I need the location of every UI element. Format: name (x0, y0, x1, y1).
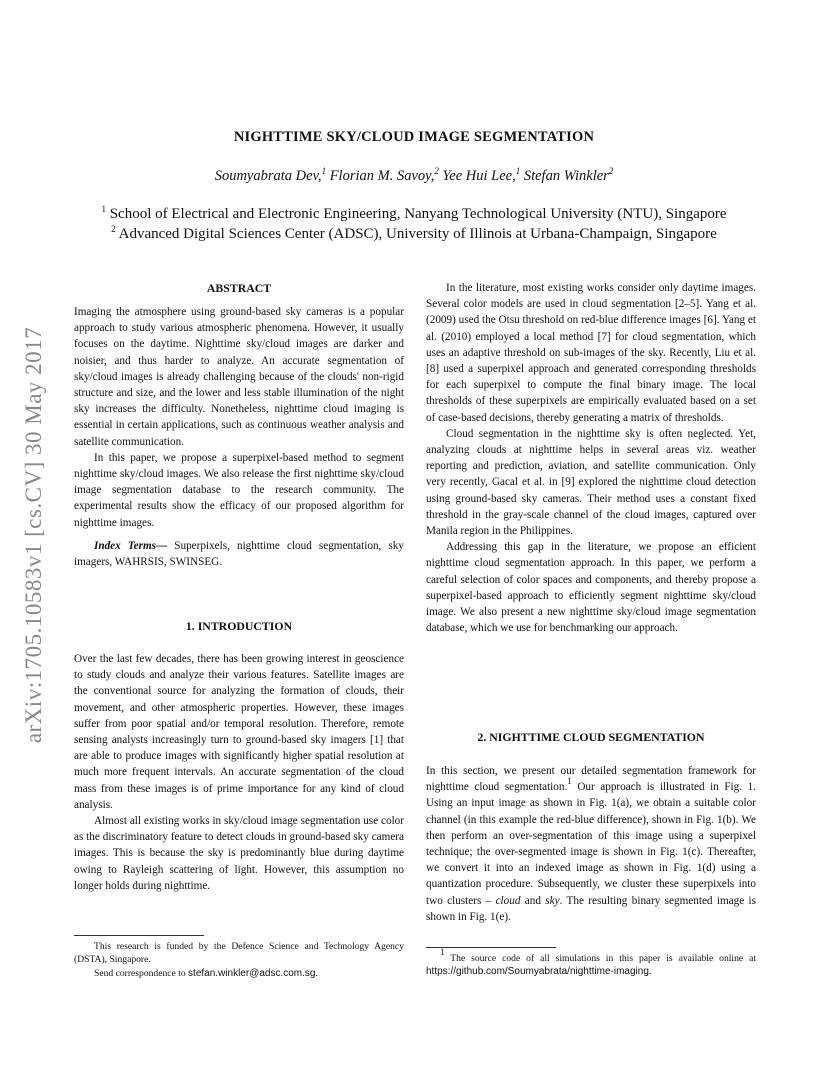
nighttime-paragraph: Cloud segmentation in the nighttime sky is often neglected. Yet, analyzing clouds at nighttime helps in several areas viz. weather reporting and prediction, aviation, and satellite communication. Only very recently, Gacal et al. in [9] explored the nighttime cloud detection using ground-based sky cameras. Their method uses a constant fixed threshold in the gray-scale channel of the cloud images, captured over Manila region in the Philippines. (426, 427, 756, 538)
method-paragraph (426, 763, 756, 925)
method-text: In this section, we present our detailed segmentation framework for nighttime cloud segmentation. (426, 765, 756, 794)
source-code-note (426, 947, 756, 979)
correspondence-text: Send correspondence to (94, 967, 189, 979)
correspondence-end: . (315, 967, 318, 979)
affiliation-1 (0, 206, 828, 223)
correspondence-note (74, 967, 404, 980)
right-column-body (426, 280, 756, 636)
index-terms (74, 538, 404, 570)
author-affiliation-mark: 1 (321, 166, 327, 176)
arxiv-identifier: arXiv:1705.10583v1 [cs.CV] 30 May 2017 (21, 326, 46, 744)
abstract-heading: ABSTRACT (206, 281, 272, 295)
paper-title: NIGHTTIME SKY/CLOUD IMAGE SEGMENTATION (233, 129, 595, 145)
author-name: Soumyabrata Dev, (214, 168, 322, 184)
author-affiliation-mark: 1 (515, 166, 521, 176)
author-affiliation-mark: 2 (608, 166, 614, 176)
author-name: Stefan Winkler (523, 168, 609, 184)
footnote-left (74, 940, 404, 980)
author-name: Yee Hui Lee, (442, 168, 516, 184)
footnote-rule (426, 947, 556, 948)
cluster-sky: sky (545, 894, 560, 907)
footnote-rule (74, 935, 204, 936)
section-1-heading: 1. INTRODUCTION (185, 619, 293, 633)
affiliation-2 (0, 226, 828, 243)
author-list (0, 168, 828, 185)
method-text: Our approach is illustrated in Fig. 1. Using an input image as shown in Fig. 1(a), we obtain a suitable color channel (in this example the red-blue difference), shown in Fig. 1(b). We then perform an over-segmentation of this image using a superpixel technique; the over-segmented image is shown in Fig. 1(c). Thereafter, we convert it into an indexed image as shown in Fig. 1(d) using a quantization procedure. Subsequently, we cluster these superpixels into two clusters – (426, 781, 756, 907)
footnote-right (426, 947, 756, 979)
method-text: . The resulting binary segmented image is shown in Fig. 1(e). (426, 894, 756, 923)
intro-paragraph: Almost all existing works in sky/cloud image segmentation use color as the discriminatory feature to detect clouds in ground-based sky camera images. This is because the sky is predominantly blue during daytime owing to Rayleigh scattering of light. However, this assumption no longer holds during nighttime. (74, 815, 404, 892)
affiliation-text: Advanced Digital Sciences Center (ADSC), University of Illinois at Urbana-Champaign, Singapore (118, 226, 717, 242)
contribution-paragraph: Addressing this gap in the literature, we propose an efficient nighttime cloud segmentation approach. In this paper, we perform a careful selection of color spaces and components, and thereby propose a superpixel-based approach to efficiently segment nighttime sky/cloud image. We also present a new nighttime sky/cloud image segmentation database, which we use for benchmarking our approach. (426, 541, 756, 635)
correspondence-email[interactable]: stefan.winkler@adsc.com.sg (188, 967, 316, 979)
source-code-end: . (648, 966, 652, 978)
footnote-mark: 1 (440, 947, 445, 957)
footnote-mark: 1 (567, 776, 572, 787)
author-affiliation-mark: 2 (434, 166, 439, 176)
method-text: and (520, 894, 546, 907)
index-terms-list: Superpixels, nighttime cloud segmentation, sky imagers, WAHRSIS, SWINSEG. (74, 539, 404, 569)
affiliation-mark: 2 (111, 224, 116, 234)
literature-paragraph: In the literature, most existing works consider only daytime images. Several color models are used in cloud segmentation [2–5]. Yang et al. (2009) used the Otsu threshold on red-blue difference images [6]. Yang et al. (2010) employed a local method [7] for cloud segmentation, which uses an adaptive threshold on sub-images of the sky. Recently, Liu et al. [8] used a superpixel approach and generated corresponding thresholds for each superpixel to compute the final binary image. The local thresholds of these superpixels are empirically evaluated based on a set of case-based decisions, thereby generating a matrix of thresholds. (426, 282, 756, 424)
abstract-body (74, 304, 404, 570)
section-2-body (426, 763, 756, 925)
affiliation-text: School of Electrical and Electronic Engineering, Nanyang Technological University (NTU), Singapore (109, 206, 727, 222)
affiliation-mark: 1 (101, 204, 106, 214)
arxiv-sidebar (12, 275, 56, 795)
abstract-paragraph: In this paper, we propose a superpixel-based method to segment nighttime sky/cloud images. We also release the first nighttime sky/cloud image segmentation database to the research community. The experimental results show the efficacy of our proposed algorithm for nighttime images. (74, 451, 404, 529)
intro-paragraph: Over the last few decades, there has been growing interest in geoscience to study clouds and analyze their various features. Satellite images are the conventional source for analyzing the formation of clouds, their movement, and other atmospheric properties. However, these images suffer from poor spatial and/or temporal resolution. Therefore, remote sensing analysts increasingly turn to ground-based sky imagers [1] that are able to produce images with significantly higher spatial resolution at much more frequent intervals. An accurate segmentation of the cloud mass from these images is of prime importance for any kind of cloud analysis. (74, 653, 404, 811)
author-name: Florian M. Savoy, (329, 168, 435, 184)
section-2-heading: 2. NIGHTTIME CLOUD SEGMENTATION (477, 730, 705, 744)
source-code-text: The source code of all simulations in this paper is available online at (450, 953, 756, 964)
funding-note: This research is funded by the Defence Science and Technology Agency (DSTA), Singapore. (74, 941, 404, 966)
introduction-body (74, 651, 404, 894)
abstract-paragraph: Imaging the atmosphere using ground-based sky cameras is a popular approach to study various atmospheric phenomena. However, it usually focuses on the daytime. Nighttime sky/cloud images are darker and noisier, and thus harder to analyze. An accurate segmentation of sky/cloud images is already challenging because of the clouds' non-rigid structure and size, and the lower and less stable illumination of the night sky increases the difficulty. Nonetheless, nighttime cloud imaging is essential in certain applications, such as continuous weather analysis and satellite communication. (74, 306, 404, 448)
cluster-cloud: cloud (495, 894, 521, 907)
source-code-url[interactable]: https://github.com/Soumyabrata/nighttime-imaging (426, 966, 649, 978)
index-terms-label: Index Terms— (94, 539, 168, 552)
